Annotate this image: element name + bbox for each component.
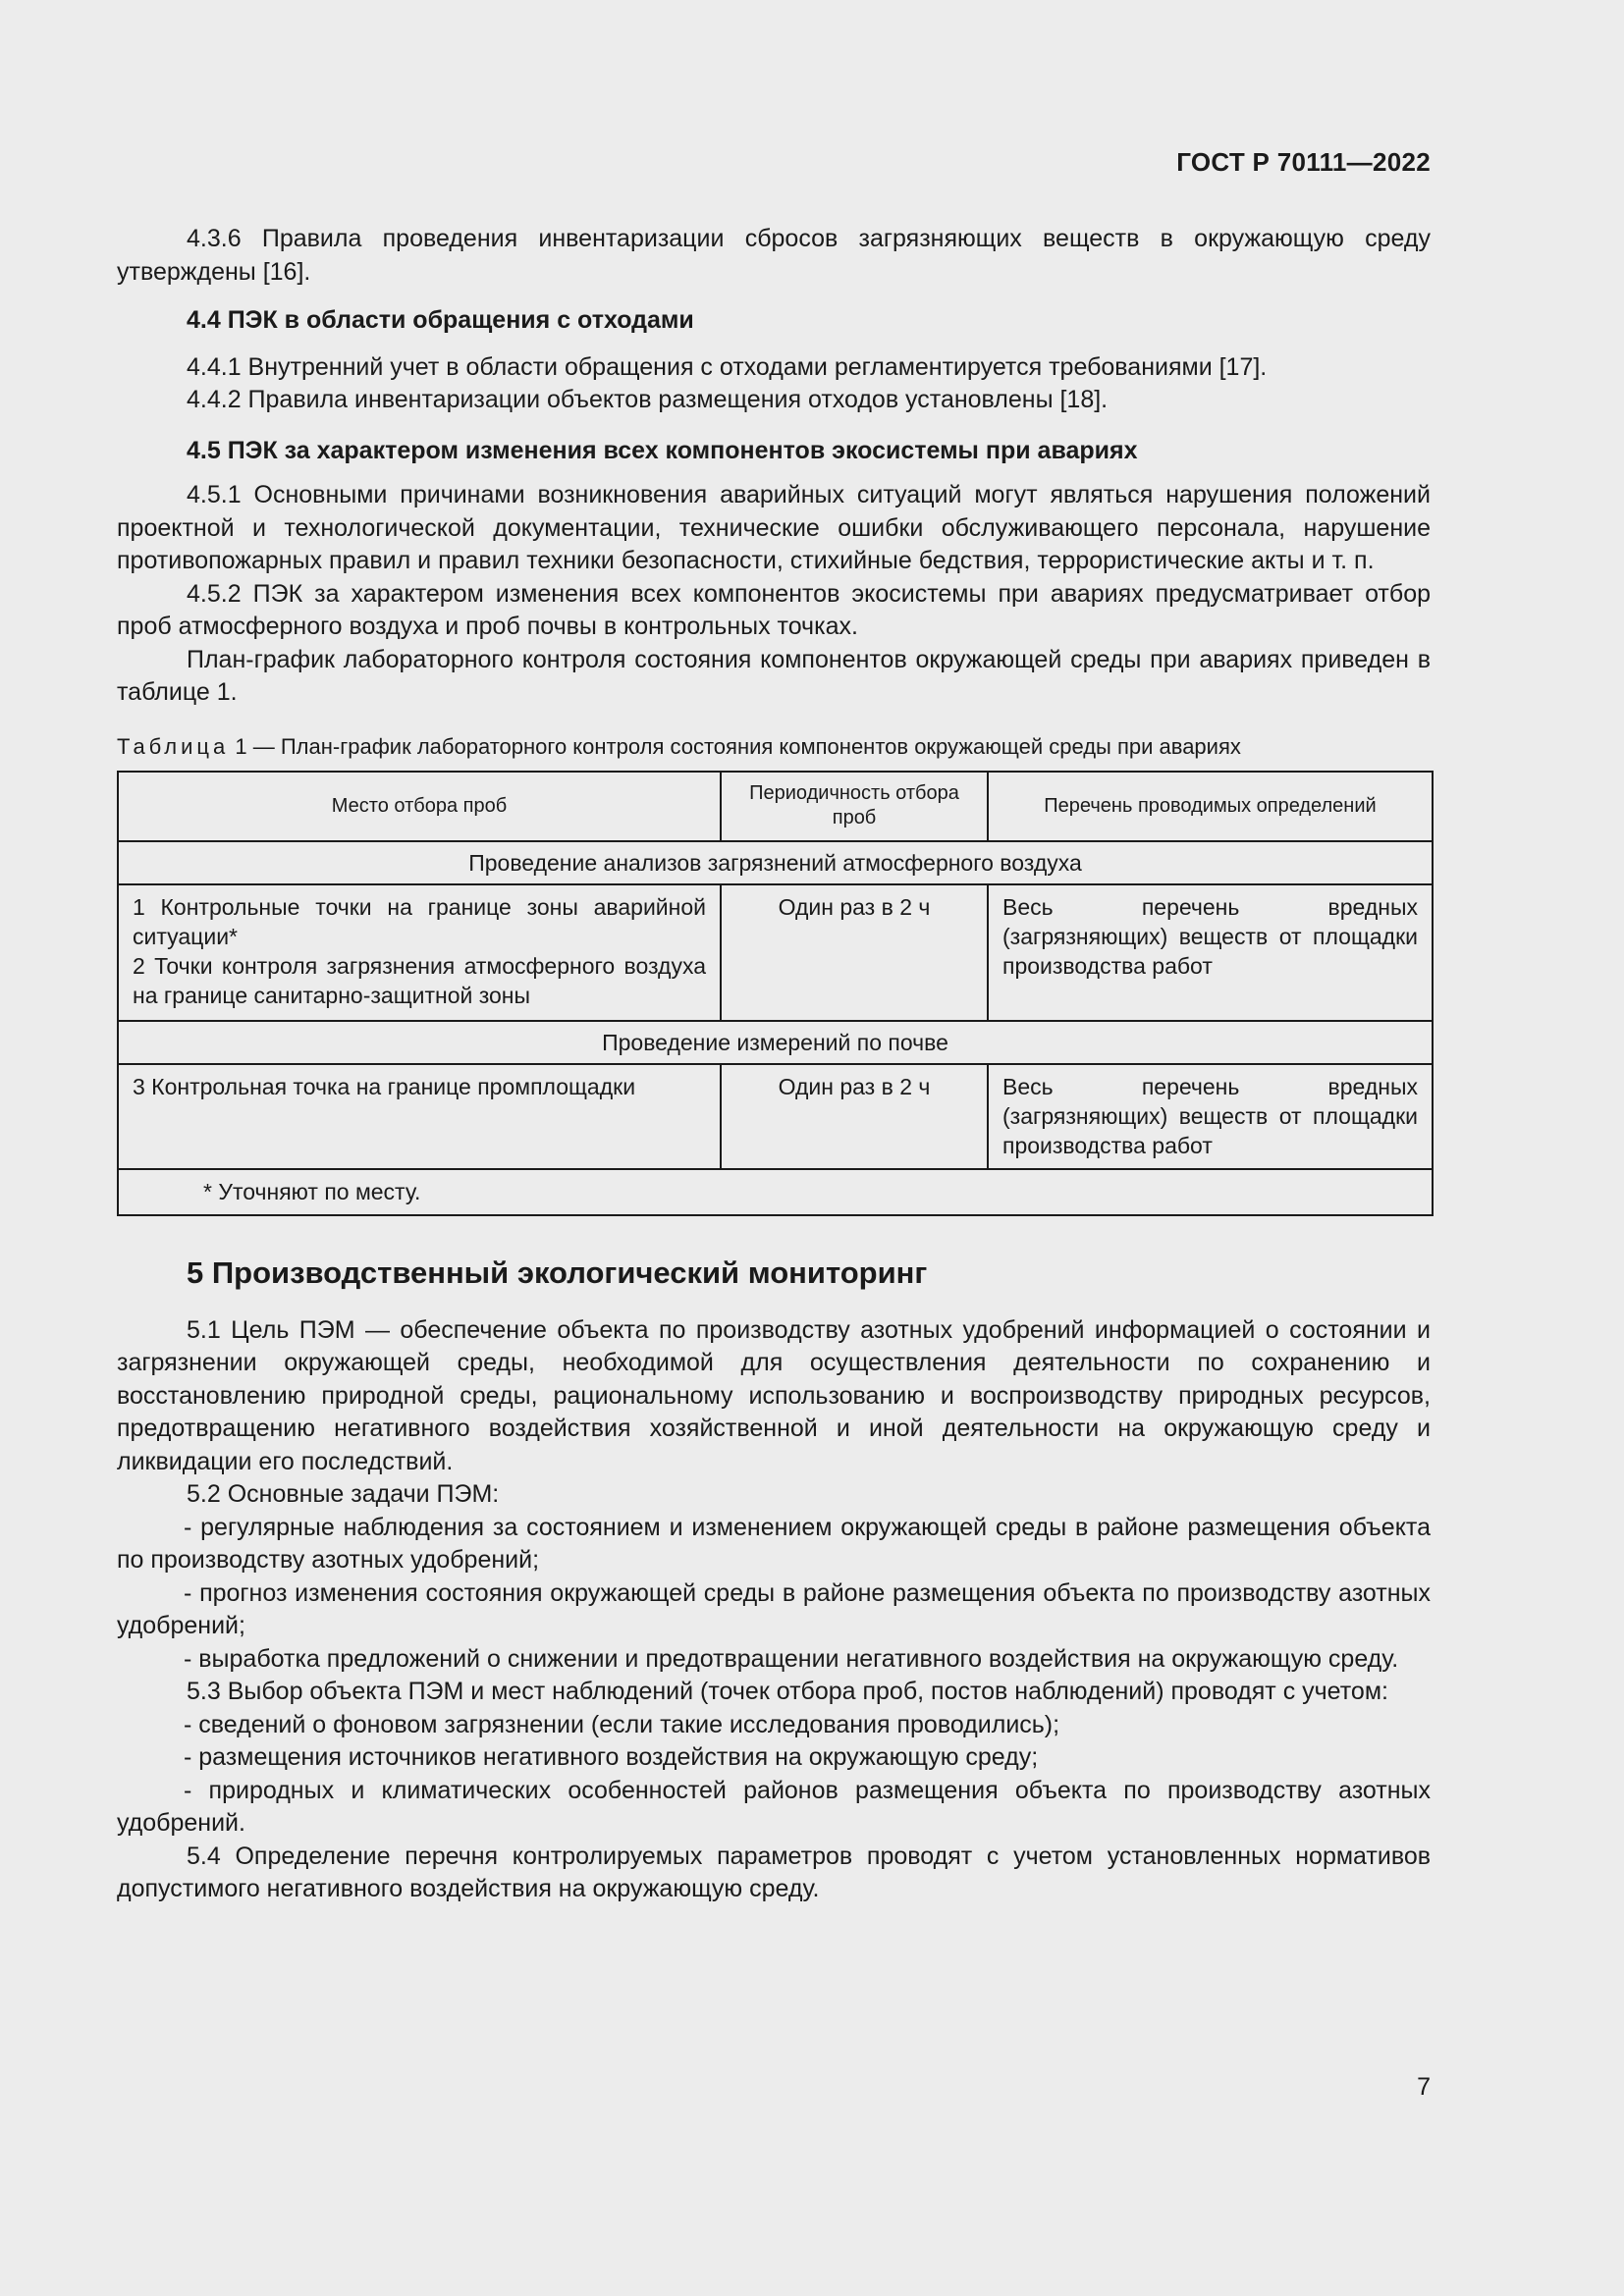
group-soil: Проведение измерений по почве xyxy=(118,1021,1433,1064)
paragraph-5-2: 5.2 Основные задачи ПЭМ: xyxy=(187,1480,500,1508)
document-id: ГОСТ Р 70111—2022 xyxy=(1176,147,1431,177)
table-footnote-row xyxy=(118,1169,1433,1215)
cell-place: 3 Контрольная точка на границе промплощадки xyxy=(118,1064,721,1169)
table-group-row xyxy=(118,1021,1433,1064)
document-body xyxy=(117,223,1431,1906)
group-air: Проведение анализов загрязнений атмосферного воздуха xyxy=(118,841,1433,884)
paragraph-4-4-1: 4.4.1 Внутренний учет в области обращения с отходами регламентируется требованиями [17]. xyxy=(187,352,1268,381)
list-item: - природных и климатических особенностей районов размещения объекта по производству азотных удобрений. xyxy=(117,1776,1431,1837)
header-place: Место отбора проб xyxy=(118,772,721,841)
paragraph-table-intro: План-график лабораторного контроля состояния компонентов окружающей среды при авариях приведен в таблице 1. xyxy=(117,645,1431,706)
heading-4-5: 4.5 ПЭК за характером изменения всех компонентов экосистемы при авариях xyxy=(187,436,1138,464)
list-item: - размещения источников негативного воздействия на окружающую среду; xyxy=(184,1743,1039,1771)
place-line: 1 Контрольные точки на границе зоны аварийной ситуации* xyxy=(133,893,706,949)
cell-period: Один раз в 2 ч xyxy=(721,1064,988,1169)
cell-list: Весь перечень вредных (загрязняющих) веществ от площадки производства работ xyxy=(988,1064,1433,1169)
header-list: Перечень проводимых определений xyxy=(988,772,1433,841)
header-period: Периодичность отбора проб xyxy=(721,772,988,841)
paragraph-5-3: 5.3 Выбор объекта ПЭМ и мест наблюдений (точек отбора проб, постов наблюдений) проводят с учетом: xyxy=(187,1678,1388,1705)
table-header-row xyxy=(118,772,1433,841)
heading-section-5: 5 Производственный экологический мониторинг xyxy=(187,1255,928,1290)
paragraph-4-5-1: 4.5.1 Основными причинами возникновения аварийных ситуаций могут являться нарушения положений проектной и технологической документации, технические ошибки обслуживающего персонала, нарушение противопожарных правил и правил техники безопасности, стихийные бедствия, террористические акты и т. п. xyxy=(117,481,1431,574)
cell-place xyxy=(118,884,721,1021)
table-caption-text: 1 — План-график лабораторного контроля состояния компонентов окружающей среды при авариях xyxy=(235,733,1241,759)
place-line: 2 Точки контроля загрязнения атмосферного воздуха на границе санитарно-защитной зоны xyxy=(133,952,706,1008)
paragraph-4-4-2: 4.4.2 Правила инвентаризации объектов размещения отходов установлены [18]. xyxy=(187,386,1109,413)
cell-period: Один раз в 2 ч xyxy=(721,884,988,1021)
heading-4-4: 4.4 ПЭК в области обращения с отходами xyxy=(187,306,694,334)
paragraph-5-4: 5.4 Определение перечня контролируемых параметров проводят с учетом установленных нормативов допустимого негативного воздействия на окружающую среду. xyxy=(117,1842,1431,1902)
list-item: - сведений о фоновом загрязнении (если такие исследования проводились); xyxy=(184,1710,1060,1738)
page-number: 7 xyxy=(1417,2073,1431,2101)
table-row xyxy=(118,884,1433,1021)
cell-list: Весь перечень вредных (загрязняющих) веществ от площадки производства работ xyxy=(988,884,1433,1021)
table-caption xyxy=(117,733,1431,761)
list-item: - прогноз изменения состояния окружающей среды в районе размещения объекта по производству азотных удобрений; xyxy=(117,1578,1431,1639)
paragraph-4-3-6: 4.3.6 Правила проведения инвентаризации сбросов загрязняющих веществ в окружающую среду утверждены [16]. xyxy=(117,225,1431,286)
monitoring-table xyxy=(117,771,1434,1216)
table-row xyxy=(118,1064,1433,1169)
table-group-row xyxy=(118,841,1433,884)
paragraph-4-5-2: 4.5.2 ПЭК за характером изменения всех компонентов экосистемы при авариях предусматривает отбор проб атмосферного воздуха и проб почвы в контрольных точках. xyxy=(117,579,1431,640)
list-item: - выработка предложений о снижении и предотвращении негативного воздействия на окружающую среду. xyxy=(184,1644,1399,1673)
paragraph-5-1: 5.1 Цель ПЭМ — обеспечение объекта по производству азотных удобрений информацией о состоянии и загрязнении окружающей среды, необходимой для осуществления деятельности по сохранению и восстановлению природной среды, рациональному использованию и воспроизводству природных ресурсов, предотвращению негативного воздействия хозяйственной и иной деятельности на окружающую среду и ликвидации его последствий. xyxy=(117,1315,1431,1475)
table-caption-label: Таблица xyxy=(117,733,230,759)
list-item: - регулярные наблюдения за состоянием и изменением окружающей среды в районе размещения объекта по производству азотных удобрений; xyxy=(117,1513,1431,1574)
table-footnote: * Уточняют по месту. xyxy=(118,1169,1433,1215)
